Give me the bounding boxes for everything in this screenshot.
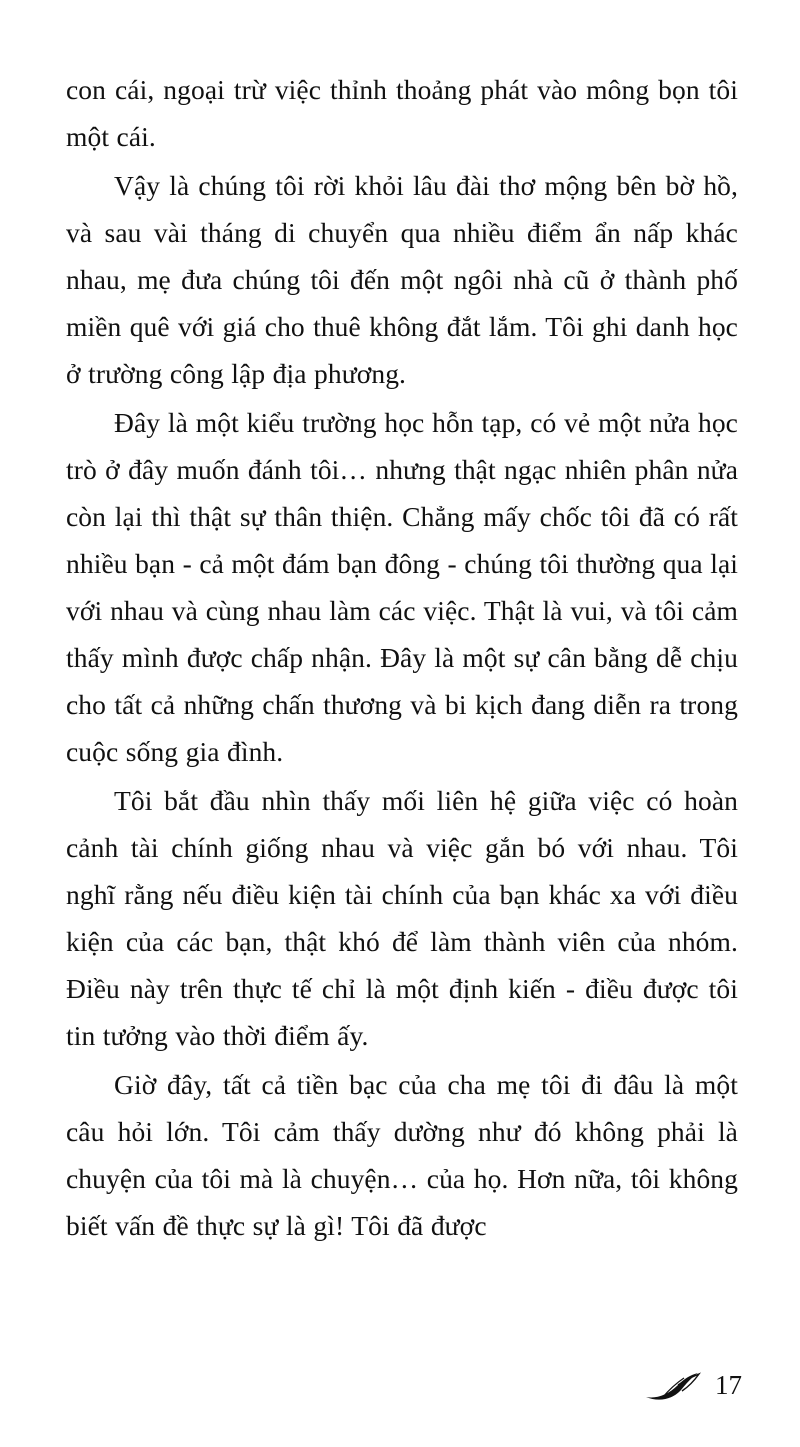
paragraph: Tôi bắt đầu nhìn thấy mối liên hệ giữa việc có hoàn cảnh tài chính giống nhau và việc gắn bó với nhau. Tôi nghĩ rằng nếu điều kiện tài chính của bạn khác xa với điều kiện của các bạn, thật khó để làm thành viên của nhóm. Điều này trên thực tế chỉ là một định kiến - điều được tôi tin tưởng vào thời điểm ấy. — [66, 785, 738, 1051]
leaf-flourish-icon — [642, 1369, 704, 1403]
page-text-column — [66, 66, 738, 1251]
paragraph: Giờ đây, tất cả tiền bạc của cha mẹ tôi đi đâu là một câu hỏi lớn. Tôi cảm thấy dường như đó không phải là chuyện của tôi mà là chuyện… của họ. Hơn nữa, tôi không biết vấn đề thực sự là gì! Tôi đã được — [66, 1069, 738, 1241]
paragraph: Đây là một kiểu trường học hỗn tạp, có vẻ một nửa học trò ở đây muốn đánh tôi… nhưng thật ngạc nhiên phân nửa còn lại thì thật sự thân thiện. Chẳng mấy chốc tôi đã có rất nhiều bạn - cả một đám bạn đông - chúng tôi thường qua lại với nhau và cùng nhau làm các việc. Thật là vui, và tôi cảm thấy mình được chấp nhận. Đây là một sự cân bằng dễ chịu cho tất cả những chấn thương và bi kịch đang diễn ra trong cuộc sống gia đình. — [66, 407, 738, 767]
page-footer — [0, 1341, 800, 1401]
paragraph: Vậy là chúng tôi rời khỏi lâu đài thơ mộng bên bờ hồ, và sau vài tháng di chuyển qua nhiều điểm ẩn nấp khác nhau, mẹ đưa chúng tôi đến một ngôi nhà cũ ở thành phố miền quê với giá cho thuê không đắt lắm. Tôi ghi danh học ở trường công lập địa phương. — [66, 170, 738, 389]
paragraph: con cái, ngoại trừ việc thỉnh thoảng phát vào mông bọn tôi một cái. — [66, 74, 738, 152]
page-number: 17 — [715, 1370, 742, 1400]
